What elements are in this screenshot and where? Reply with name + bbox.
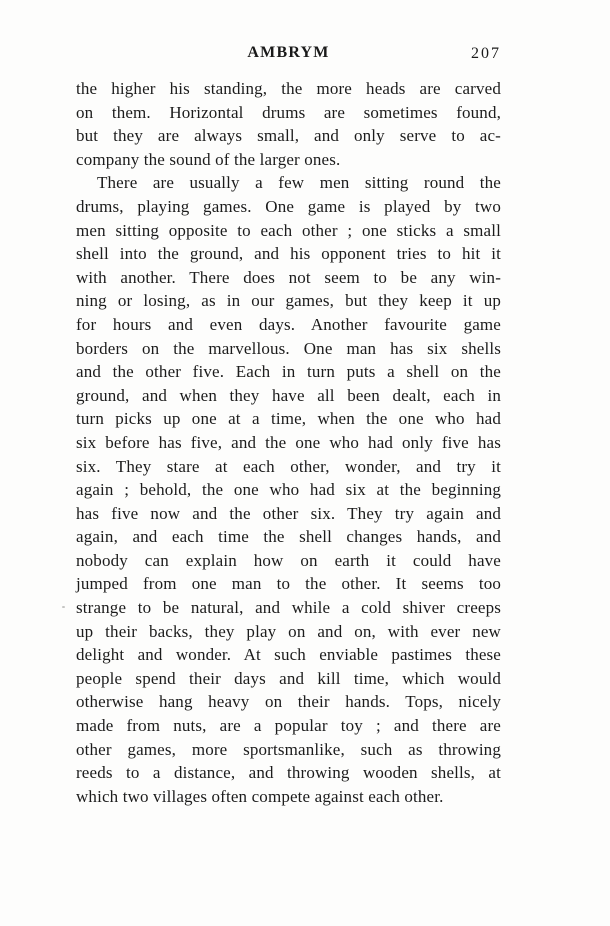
text-line: again, and each time the shell changes hands, and [76,527,501,547]
text-line: with another. There does not seem to be any win- [76,267,501,287]
page-header [76,44,501,66]
text-line: shell into the ground, and his opponent tries to hit it [76,244,501,264]
text-line: ground, and when they have all been dealt, each in [76,385,501,405]
text-line: reeds to a distance, and throwing wooden shells, at [76,763,501,783]
text-line: which two villages often compete against each other. [76,786,444,806]
text-line: and the other five. Each in turn puts a shell on the [76,362,501,382]
body-text [76,77,501,808]
text-line: There are usually a few men sitting round the [97,173,501,193]
text-line: but they are always small, and only serve to ac- [76,126,501,146]
running-title: AMBRYM [247,44,330,61]
text-line: people spend their days and kill time, which would [76,668,501,688]
text-line: delight and wonder. At such enviable pastimes these [76,645,501,665]
text-line: ning or losing, as in our games, but they keep it up [76,291,501,311]
text-line: men sitting opposite to each other ; one sticks a small [76,220,501,240]
text-line: has five now and the other six. They try again and [76,503,501,523]
text-line: on them. Horizontal drums are sometimes found, [76,102,501,122]
text-line: again ; behold, the one who had six at the beginning [76,480,501,500]
text-line: up their backs, they play on and on, with ever new [76,621,501,641]
text-line: other games, more sportsmanlike, such as throwing [76,739,501,759]
text-line: drums, playing games. One game is played by two [76,196,501,216]
text-line: nobody can explain how on earth it could have [76,550,501,570]
text-line: six. They stare at each other, wonder, and try it [76,456,501,476]
text-line: otherwise hang heavy on their hands. Tops, nicely [76,692,501,712]
page-number: 207 [471,45,501,62]
text-line: six before has five, and the one who had only five has [76,432,501,452]
text-line: jumped from one man to the other. It seems too [76,574,501,594]
text-line: turn picks up one at a time, when the one who had [76,409,501,429]
text-line: company the sound of the larger ones. [76,149,341,169]
text-line: made from nuts, are a popular toy ; and there are [76,716,501,736]
text-line: borders on the marvellous. One man has six shells [76,338,501,358]
text-line: for hours and even days. Another favourite game [76,314,501,334]
text-line: strange to be natural, and while a cold shiver creeps [76,598,501,618]
scan-speck-artifact [62,606,65,608]
text-line: the higher his standing, the more heads are carved [76,79,501,98]
